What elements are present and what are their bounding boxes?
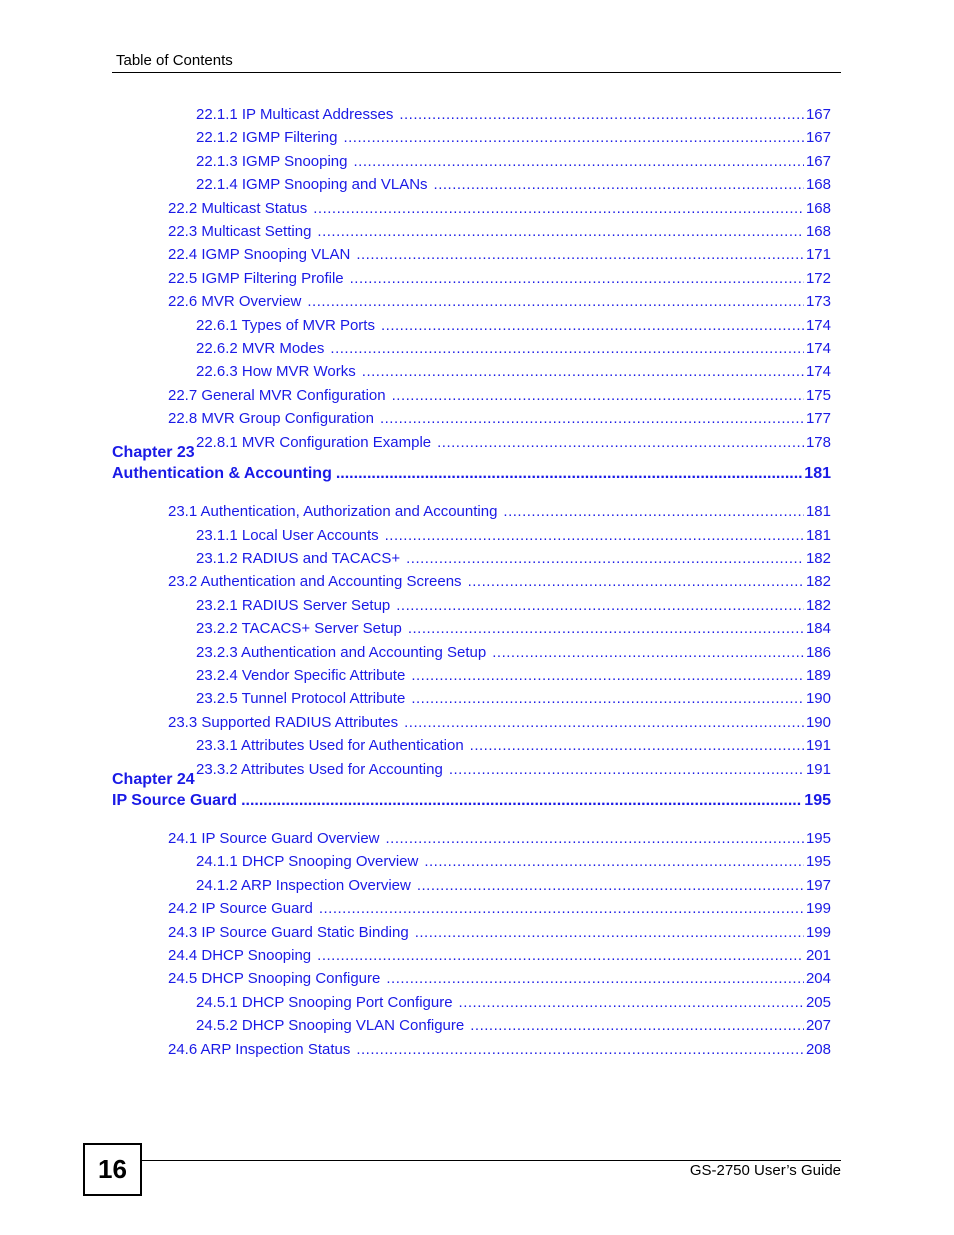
toc-entry[interactable] — [196, 1017, 831, 1037]
dot-leader — [319, 900, 804, 917]
entry-title: 22.5 IGMP Filtering Profile — [168, 269, 344, 287]
entry-title: 23.1.1 Local User Accounts — [196, 526, 379, 544]
dot-leader — [343, 129, 804, 146]
entry-title: 24.1.1 DHCP Snooping Overview — [196, 853, 419, 871]
entry-title: 22.1.2 IGMP Filtering — [196, 129, 338, 147]
dot-leader — [380, 410, 804, 427]
entry-title: 23.2.4 Vendor Specific Attribute — [196, 666, 406, 684]
toc-entry[interactable] — [196, 877, 831, 897]
toc-chapter-entry[interactable] — [112, 792, 831, 812]
entry-title: 23.1.2 RADIUS and TACACS+ — [196, 549, 401, 567]
toc-entry[interactable] — [196, 620, 831, 640]
entry-title: 24.3 IP Source Guard Static Binding — [168, 923, 409, 941]
entry-page: 168 — [805, 176, 831, 194]
toc-entry[interactable] — [168, 573, 831, 593]
toc-entry[interactable] — [196, 129, 831, 149]
toc-entry[interactable] — [168, 830, 831, 850]
dot-leader — [313, 200, 804, 217]
entry-title: 23.2.2 TACACS+ Server Setup — [196, 620, 402, 638]
toc-entry[interactable] — [168, 503, 831, 523]
entry-page: 190 — [805, 690, 831, 708]
chapter-label: Chapter 23 — [112, 443, 195, 461]
entry-page: 197 — [805, 876, 831, 894]
entry-page: 172 — [805, 269, 831, 287]
entry-page: 195 — [805, 853, 831, 871]
dot-leader — [470, 737, 804, 754]
dot-leader — [241, 792, 802, 810]
dot-leader — [411, 667, 804, 684]
toc-entry[interactable] — [168, 270, 831, 290]
entry-page: 167 — [805, 129, 831, 147]
entry-page: 174 — [805, 363, 831, 381]
dot-leader — [468, 573, 804, 590]
entry-title: 22.7 General MVR Configuration — [168, 386, 386, 404]
entry-page: 181 — [805, 503, 831, 521]
entry-page: 167 — [805, 152, 831, 170]
dot-leader — [449, 761, 804, 778]
entry-title: 23.2 Authentication and Accounting Screens — [168, 573, 462, 591]
dot-leader — [411, 690, 804, 707]
entry-page: 181 — [805, 526, 831, 544]
dot-leader — [492, 644, 804, 661]
entry-title: 24.4 DHCP Snooping — [168, 947, 312, 964]
toc-entry[interactable] — [196, 667, 831, 687]
entry-title: 24.5.1 DHCP Snooping Port Configure — [196, 993, 453, 1011]
dot-leader — [399, 106, 804, 123]
entry-title: 22.1.3 IGMP Snooping — [196, 152, 348, 170]
entry-page: 201 — [805, 947, 831, 964]
entry-title: 24.1.2 ARP Inspection Overview — [196, 876, 411, 894]
entry-page: 171 — [805, 246, 831, 264]
toc-entry[interactable] — [196, 176, 831, 196]
entry-title: 22.6.3 How MVR Works — [196, 363, 356, 381]
entry-page: 168 — [805, 199, 831, 217]
toc-entry[interactable] — [196, 153, 831, 173]
toc-entry[interactable] — [196, 737, 831, 757]
entry-title: 22.2 Multicast Status — [168, 199, 308, 217]
toc-entry[interactable] — [196, 690, 831, 710]
entry-title: 24.6 ARP Inspection Status — [168, 1040, 351, 1058]
entry-title: 22.6.1 Types of MVR Ports — [196, 316, 375, 334]
entry-title: 22.6 MVR Overview — [168, 293, 302, 311]
entry-title: 23.3.2 Attributes Used for Accounting — [196, 760, 443, 778]
toc-chapter-entry[interactable] — [112, 465, 831, 485]
toc-entry[interactable] — [196, 106, 831, 126]
chapter-title: IP Source Guard — [112, 791, 238, 809]
toc-entry[interactable] — [196, 363, 831, 383]
toc-entry[interactable] — [196, 550, 831, 570]
toc-entry[interactable] — [168, 924, 831, 944]
dot-leader — [386, 830, 804, 847]
entry-title: 24.5.2 DHCP Snooping VLAN Configure — [196, 1017, 465, 1035]
entry-page: 167 — [805, 106, 831, 123]
dot-leader — [354, 153, 804, 170]
toc-entry[interactable] — [196, 340, 831, 360]
entry-page: 207 — [805, 1017, 831, 1035]
entry-page: 182 — [805, 573, 831, 591]
entry-page: 182 — [805, 596, 831, 614]
footer-divider — [140, 1160, 841, 1161]
toc-entry[interactable] — [196, 597, 831, 617]
header-divider — [112, 72, 841, 73]
toc-entry[interactable] — [196, 317, 831, 337]
dot-leader — [307, 293, 804, 310]
toc-entry[interactable] — [196, 853, 831, 873]
dot-leader — [503, 503, 804, 520]
dot-leader — [392, 387, 804, 404]
entry-page: 174 — [805, 316, 831, 334]
dot-leader — [381, 317, 804, 334]
toc-entry[interactable] — [168, 223, 831, 243]
dot-leader — [406, 550, 804, 567]
entry-title: 24.1 IP Source Guard Overview — [168, 830, 380, 847]
entry-page: 204 — [805, 970, 831, 988]
entry-title: 22.1.4 IGMP Snooping and VLANs — [196, 176, 428, 194]
dot-leader — [336, 465, 802, 483]
dot-leader — [424, 853, 804, 870]
dot-leader — [437, 434, 804, 451]
entry-page: 190 — [805, 713, 831, 731]
toc-entry[interactable] — [168, 293, 831, 313]
chapter-title: Authentication & Accounting — [112, 464, 332, 482]
entry-title: 22.6.2 MVR Modes — [196, 340, 325, 357]
dot-leader — [317, 947, 804, 964]
toc-entry[interactable] — [168, 714, 831, 734]
dot-leader — [385, 527, 804, 544]
entry-page: 195 — [805, 830, 831, 847]
dot-leader — [350, 270, 804, 287]
entry-page: 191 — [805, 760, 831, 778]
guide-title: GS-2750 User’s Guide — [689, 1162, 841, 1179]
dot-leader — [434, 176, 804, 193]
entry-page: 168 — [805, 223, 831, 240]
entry-page: 199 — [805, 923, 831, 941]
entry-title: 22.4 IGMP Snooping VLAN — [168, 246, 351, 264]
entry-title: 22.1.1 IP Multicast Addresses — [196, 106, 394, 123]
chapter-page: 181 — [804, 464, 831, 482]
chapter-page: 195 — [804, 791, 831, 809]
entry-page: 175 — [805, 386, 831, 404]
dot-leader — [404, 714, 804, 731]
entry-title: 22.3 Multicast Setting — [168, 223, 312, 240]
dot-leader — [356, 1041, 804, 1058]
dot-leader — [417, 877, 804, 894]
entry-title: 23.2.5 Tunnel Protocol Attribute — [196, 690, 406, 708]
toc-entry[interactable] — [196, 527, 831, 547]
entry-title: 24.2 IP Source Guard — [168, 900, 313, 918]
entry-page: 178 — [805, 433, 831, 451]
toc-entry[interactable] — [168, 200, 831, 220]
entry-page: 177 — [805, 410, 831, 428]
toc-entry[interactable] — [196, 644, 831, 664]
dot-leader — [317, 223, 804, 240]
dot-leader — [459, 994, 804, 1011]
chapter-label: Chapter 24 — [112, 770, 195, 788]
dot-leader — [415, 924, 804, 941]
toc-entry[interactable] — [196, 994, 831, 1014]
entry-page: 191 — [805, 737, 831, 755]
page-number: 16 — [83, 1143, 142, 1196]
entry-page: 186 — [805, 643, 831, 661]
toc-entry[interactable] — [168, 410, 831, 430]
dot-leader — [408, 620, 804, 637]
entry-page: 208 — [805, 1040, 831, 1058]
entry-page: 199 — [805, 900, 831, 918]
entry-page: 182 — [805, 549, 831, 567]
dot-leader — [470, 1017, 804, 1034]
entry-title: 22.8.1 MVR Configuration Example — [196, 433, 432, 451]
toc-entry[interactable] — [168, 246, 831, 266]
entry-page: 205 — [805, 993, 831, 1011]
entry-title: 23.1 Authentication, Authorization and Accounting — [168, 503, 498, 521]
entry-page: 173 — [805, 293, 831, 311]
toc-entry[interactable] — [196, 434, 831, 454]
toc-entry[interactable] — [168, 900, 831, 920]
entry-title: 23.2.1 RADIUS Server Setup — [196, 596, 391, 614]
entry-title: 23.3 Supported RADIUS Attributes — [168, 713, 399, 731]
dot-leader — [386, 970, 804, 987]
entry-page: 174 — [805, 340, 831, 357]
dot-leader — [356, 246, 804, 263]
toc-entry[interactable] — [168, 1041, 831, 1061]
running-header: Table of Contents — [116, 52, 233, 69]
entry-title: 23.3.1 Attributes Used for Authentication — [196, 737, 464, 755]
dot-leader — [330, 340, 804, 357]
entry-title: 23.2.3 Authentication and Accounting Setup — [196, 643, 487, 661]
toc-entry[interactable] — [168, 387, 831, 407]
toc-entry[interactable] — [168, 947, 831, 967]
toc-entry[interactable] — [168, 970, 831, 990]
toc-entry[interactable] — [196, 761, 831, 781]
entry-page: 184 — [805, 620, 831, 638]
entry-title: 22.8 MVR Group Configuration — [168, 410, 374, 428]
entry-title: 24.5 DHCP Snooping Configure — [168, 970, 381, 988]
dot-leader — [362, 363, 804, 380]
entry-page: 189 — [805, 666, 831, 684]
dot-leader — [396, 597, 804, 614]
